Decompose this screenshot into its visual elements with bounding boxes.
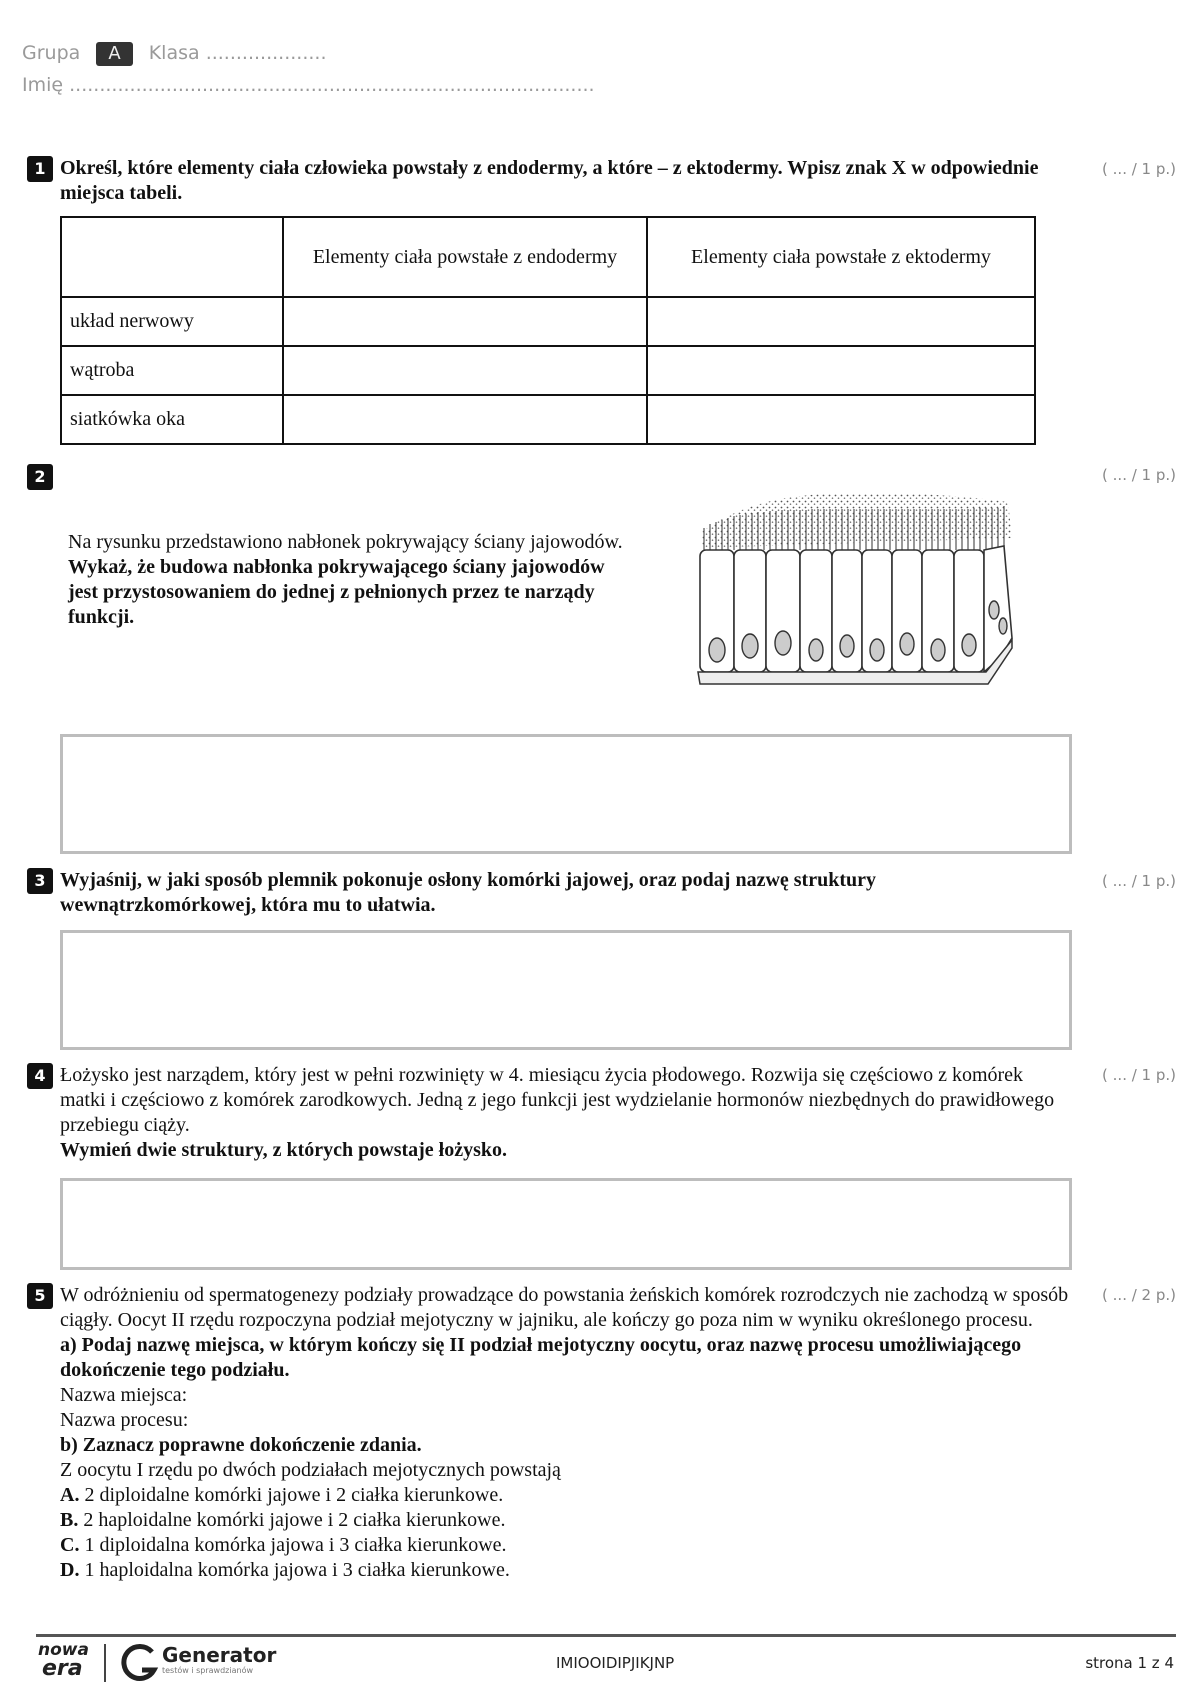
task-2-text — [68, 530, 628, 630]
logo-separator — [104, 1644, 106, 1682]
nowa-era-logo — [38, 1642, 94, 1688]
table-row-label: siatkówka oka — [61, 395, 283, 444]
generator-title: Generator — [162, 1643, 277, 1667]
option-text: 2 haploidalne komórki jajowe i 2 ciałka kierunkowe. — [83, 1509, 506, 1531]
task-2-intro: Na rysunku przedstawiono nabłonek pokrywający ściany jajowodów. — [68, 531, 623, 553]
table-answer-cell[interactable] — [283, 297, 647, 346]
task-2-instruction: Wykaż, że budowa nabłonka pokrywającego ściany jajowodów jest przystosowaniem do jednej z pełnionych przez te narządy funkcji. — [68, 556, 605, 628]
table-header-cell — [61, 217, 283, 297]
answer-option-a[interactable] — [60, 1483, 1070, 1508]
answer-option-c[interactable] — [60, 1533, 1070, 1558]
name-label: Imię — [22, 74, 64, 96]
table-row — [61, 395, 1035, 444]
task-4-intro: Łożysko jest narządem, który jest w pełni rozwinięty w 4. miesiącu życia płodowego. Rozwija się częściowo z komórek matki i częściowo z komórek zarodkowych. Jedną z jego funkcji jest wydzielanie hormonów niezbędnych do prawidłowego przebiegu ciąży. — [60, 1064, 1055, 1136]
table-row-label: układ nerwowy — [61, 297, 283, 346]
option-text: 2 diploidalne komórki jajowe i 2 ciałka kierunkowe. — [84, 1484, 504, 1506]
task-points-4: ( ... / 1 p.) — [1102, 1066, 1176, 1084]
task-1-instruction: Określ, które elementy ciała człowieka powstały z endodermy, a które – z ektodermy. Wpisz znak X w odpowiednie miejsca tabeli. — [60, 157, 1039, 204]
answer-option-b[interactable] — [60, 1508, 1070, 1533]
option-text: 1 diploidalna komórka jajowa i 3 ciałka kierunkowe. — [84, 1534, 507, 1556]
task-5-part-b: b) Zaznacz poprawne dokończenie zdania. — [60, 1434, 422, 1456]
task-number-2: 2 — [27, 464, 53, 490]
task-points-3: ( ... / 1 p.) — [1102, 872, 1176, 890]
page-number: strona 1 z 4 — [1085, 1654, 1174, 1672]
task-4-text — [60, 1063, 1070, 1163]
generator-subtitle: testów i sprawdzianów — [162, 1666, 253, 1675]
task-5-intro: W odróżnieniu od spermatogenezy podziały prowadzące do powstania żeńskich komórek rozrodczych nie zachodzą w sposób ciągły. Oocyt II rzędu rozpoczyna podział mejotyczny w jajniku, ale kończy go poza nim w wyniku określonego procesu. — [60, 1284, 1069, 1331]
table-header-cell: Elementy ciała powstałe z endodermy — [283, 217, 647, 297]
table-row-label: wątroba — [61, 346, 283, 395]
generator-logo-text — [162, 1644, 276, 1676]
task-4-answer-box[interactable] — [60, 1178, 1072, 1270]
table-row — [61, 297, 1035, 346]
footer-divider — [36, 1634, 1176, 1637]
header-name-line — [22, 74, 595, 96]
task-1-table — [60, 216, 1036, 445]
task-5-process-label[interactable]: Nazwa procesu: — [60, 1409, 189, 1431]
table-answer-cell[interactable] — [283, 346, 647, 395]
ciliated-epithelium-illustration — [690, 488, 1030, 700]
header-group-line — [22, 42, 326, 66]
task-points-2: ( ... / 1 p.) — [1102, 466, 1176, 484]
task-number-5: 5 — [27, 1283, 53, 1309]
task-5-stem: Z oocytu I rzędu po dwóch podziałach mejotycznych powstają — [60, 1459, 561, 1481]
task-5-part-a: a) Podaj nazwę miejsca, w którym kończy się II podział mejotyczny oocytu, oraz nazwę procesu umożliwiającego dokończenie tego podziału. — [60, 1334, 1022, 1381]
table-header-cell: Elementy ciała powstałe z ektodermy — [647, 217, 1035, 297]
name-dots[interactable]: ....................................................................................... — [69, 74, 595, 96]
group-label: Grupa — [22, 42, 81, 64]
task-4-instruction: Wymień dwie struktury, z których powstaje łożysko. — [60, 1139, 508, 1161]
task-points-5: ( ... / 2 p.) — [1102, 1286, 1176, 1304]
table-header-row — [61, 217, 1035, 297]
task-points-1: ( ... / 1 p.) — [1102, 160, 1176, 178]
task-number-4: 4 — [27, 1063, 53, 1089]
generator-g-icon — [120, 1642, 160, 1684]
table-answer-cell[interactable] — [283, 395, 647, 444]
logo-nowa: nowa — [38, 1640, 89, 1660]
table-answer-cell[interactable] — [647, 346, 1035, 395]
table-row — [61, 346, 1035, 395]
task-5-text — [60, 1283, 1070, 1583]
option-letter: A. — [60, 1484, 80, 1506]
task-5-place-label[interactable]: Nazwa miejsca: — [60, 1384, 188, 1406]
task-2-answer-box[interactable] — [60, 734, 1072, 854]
class-label: Klasa — [148, 42, 200, 64]
option-letter: C. — [60, 1534, 80, 1556]
logo-era: era — [42, 1656, 83, 1681]
table-answer-cell[interactable] — [647, 395, 1035, 444]
answer-option-d[interactable] — [60, 1558, 1070, 1583]
group-badge: A — [96, 42, 132, 66]
table-answer-cell[interactable] — [647, 297, 1035, 346]
task-3-answer-box[interactable] — [60, 930, 1072, 1050]
task-number-1: 1 — [27, 156, 53, 182]
test-code: IMIOOIDIPJIKJNP — [556, 1654, 675, 1672]
task-3-instruction: Wyjaśnij, w jaki sposób plemnik pokonuje osłony komórki jajowej, oraz podaj nazwę struktury wewnątrzkomórkowej, która mu to ułatwia. — [60, 869, 876, 916]
option-text: 1 haploidalna komórka jajowa i 3 ciałka kierunkowe. — [84, 1559, 510, 1581]
option-letter: D. — [60, 1559, 80, 1581]
option-letter: B. — [60, 1509, 79, 1531]
class-dots[interactable]: .................... — [205, 42, 327, 64]
task-number-3: 3 — [27, 868, 53, 894]
